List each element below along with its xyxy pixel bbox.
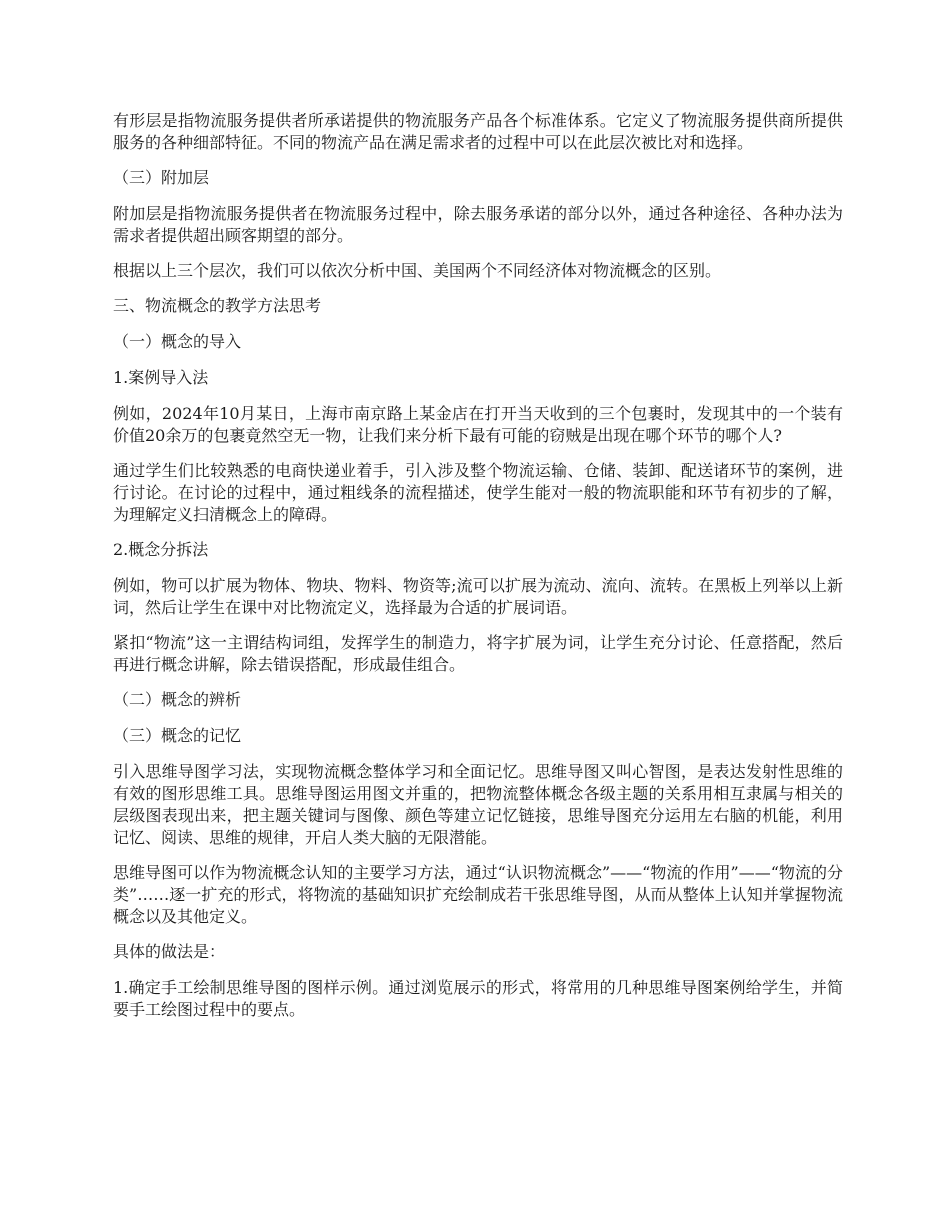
heading-case-method: 1.案例导入法 [113,368,209,387]
heading-concept-memory: （三）概念的记忆 [113,726,242,745]
paragraph-mind-map-intro: 引入思维导图学习法，实现物流概念整体学习和全面记忆。思维导图又叫心智图，是表达发射性思维的有效的图形思维工具。思维导图运用图文并重的，把物流整体概念各级主题的关系用相互隶属与相关的层级图表现出来，把主题关键词与图像、颜色等建立记忆链接，思维导图充分运用左右脑的机能，利用记忆、阅读、思维的规律，开启人类大脑的无限潜能。 [113,762,843,847]
heading-additional-layer: （三）附加层 [113,168,210,187]
heading-concept-split-method: 2.概念分拆法 [113,540,209,559]
paragraph-step-one: 1.确定手工绘制思维导图的图样示例。通过浏览展示的形式，将常用的几种思维导图案例给学生，并简要手工绘图过程中的要点。 [113,978,843,1019]
document-body [113,110,843,1034]
paragraph-word-combination: 紧扣“物流”这一主谓结构词组，发挥学生的制造力，将字扩展为词，让学生充分讨论、任意搭配，然后再进行概念讲解，除去错误搭配，形成最佳组合。 [113,633,843,674]
paragraph-mind-map-method: 思维导图可以作为物流概念认知的主要学习方法，通过“认识物流概念”——“物流的作用”——“物流的分类”……逐一扩充的形式，将物流的基础知识扩充绘制成若干张思维导图，从而从整体上认知并掌握物流概念以及其他定义。 [113,863,843,926]
paragraph-word-expansion: 例如，物可以扩展为物体、物块、物料、物资等;流可以扩展为流动、流向、流转。在黑板上列举以上新词，然后让学生在课中对比物流定义，选择最为合适的扩展词语。 [113,576,843,617]
paragraph-tangible-layer: 有形层是指物流服务提供者所承诺提供的物流服务产品各个标准体系。它定义了物流服务提供商所提供服务的各种细部特征。不同的物流产品在满足需求者的过程中可以在此层次被比对和选择。 [113,111,843,152]
heading-specific-steps: 具体的做法是： [113,942,226,961]
paragraph-additional-layer: 附加层是指物流服务提供者在物流服务过程中，除去服务承诺的部分以外，通过各种途径、各种办法为需求者提供超出顾客期望的部分。 [113,204,843,245]
heading-concept-introduction: （一）概念的导入 [113,332,242,351]
paragraph-three-layers-analysis: 根据以上三个层次，我们可以依次分析中国、美国两个不同经济体对物流概念的区别。 [113,261,722,280]
heading-concept-discrimination: （二）概念的辨析 [113,690,242,709]
paragraph-case-example: 例如，2024年10月某日，上海市南京路上某金店在打开当天收到的三个包裹时，发现其中的一个装有价值20余万的包裹竟然空无一物，让我们来分析下最有可能的窃贼是出现在哪个环节的哪个人? [113,404,843,445]
heading-section-three: 三、物流概念的教学方法思考 [113,296,322,315]
paragraph-ecommerce-discussion: 通过学生们比较熟悉的电商快递业着手，引入涉及整个物流运输、仓储、装卸、配送诸环节的案例，进行讨论。在讨论的过程中，通过粗线条的流程描述，使学生能对一般的物流职能和环节有初步的了解，为理解定义扫清概念上的障碍。 [113,461,843,524]
